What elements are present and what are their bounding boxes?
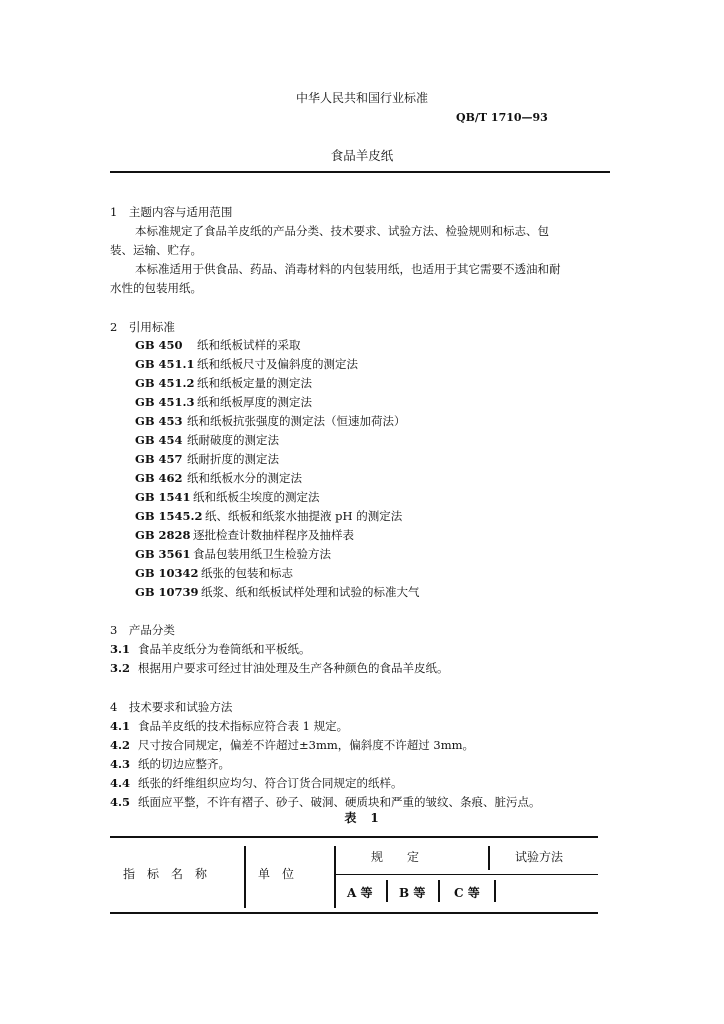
clause-item [110,759,230,771]
reference-code: GB 10342 [135,566,199,580]
reference-item [135,473,302,485]
unit-header: 单 位 [258,867,295,881]
reference-code: GB 457 [135,452,183,466]
reference-code: GB 454 [135,433,183,447]
reference-code: GB 451.1 [135,357,195,371]
table-column-divider [488,846,490,870]
reference-title: 食品包装用纸卫生检验方法 [193,547,331,561]
reference-code: GB 2828 [135,528,191,542]
clause-item [110,663,449,675]
clause-number: 4.4 [110,776,131,790]
reference-title: 纸耐折度的测定法 [187,452,279,466]
reference-title: 纸浆、纸和纸板试样处理和试验的标准大气 [201,585,420,599]
reference-item [135,340,301,352]
clause-item [110,644,311,656]
section-2-heading: 2 引用标准 [110,320,175,334]
clause-text: 纸面应平整，不许有褶子、砂子、破洞、硬质块和严重的皱纹、条痕、脏污点。 [138,795,541,809]
reference-item [135,454,279,466]
test-method-header: 试验方法 [515,850,564,864]
reference-title: 纸、纸板和纸浆水抽提液 pH 的测定法 [205,509,403,523]
reference-code: GB 462 [135,471,183,485]
table-header-split-rule [335,874,598,875]
document-title: 食品羊皮纸 [330,148,394,163]
reference-item [135,568,293,580]
reference-code: GB 451.3 [135,395,195,409]
specification-header: 规 定 [371,850,420,864]
section-4-heading: 4 技术要求和试验方法 [110,700,233,714]
reference-item [135,587,420,599]
reference-code: GB 1545.2 [135,509,203,523]
reference-item [135,378,312,390]
title-divider [110,171,610,173]
indicator-name-header: 指 标 名 称 [123,867,208,881]
section-1-heading: 1 主题内容与适用范围 [110,205,233,219]
reference-title: 纸耐破度的测定法 [187,433,279,447]
clause-number: 4.5 [110,795,131,809]
clause-number: 3.2 [110,661,131,675]
reference-code: GB 1541 [135,490,191,504]
table-column-divider [494,880,496,902]
reference-title: 纸和纸板试样的采取 [197,338,301,352]
clause-item [110,778,403,790]
table-caption: 表 1 [344,811,380,825]
grade-b-header: B 等 [399,886,426,900]
clause-item [110,740,474,752]
reference-code: GB 453 [135,414,183,428]
section-1-paragraph-1-line-1: 本标准规定了食品羊皮纸的产品分类、技术要求、试验方法、检验规则和标志、包 [135,224,549,238]
clause-text: 纸张的纤维组织应均匀、符合订货合同规定的纸样。 [138,776,403,790]
reference-item [135,530,354,542]
standard-category-heading: 中华人民共和国行业标准 [295,91,428,105]
reference-item [135,492,320,504]
reference-item [135,549,331,561]
clause-text: 食品羊皮纸分为卷筒纸和平板纸。 [138,642,311,656]
clause-text: 纸的切边应整齐。 [138,757,230,771]
reference-code: GB 450 [135,338,183,352]
reference-title: 纸和纸板尺寸及偏斜度的测定法 [197,357,358,371]
reference-title: 纸和纸板水分的测定法 [187,471,302,485]
reference-item [135,435,279,447]
table-column-divider [334,846,336,908]
reference-item [135,416,406,428]
reference-code: GB 10739 [135,585,199,599]
clause-number: 4.2 [110,738,131,752]
reference-title: 纸和纸板厚度的测定法 [197,395,312,409]
reference-title: 纸和纸板抗张强度的测定法（恒速加荷法） [187,414,406,428]
grade-a-header: A 等 [347,886,373,900]
section-1-paragraph-1-line-2: 装、运输、贮存。 [110,243,202,257]
reference-code: GB 451.2 [135,376,195,390]
clause-number: 3.1 [110,642,131,656]
reference-title: 纸和纸板尘埃度的测定法 [193,490,320,504]
table-top-rule [110,836,598,838]
reference-item [135,359,358,371]
reference-item [135,511,402,523]
reference-title: 逐批检查计数抽样程序及抽样表 [193,528,354,542]
clause-number: 4.3 [110,757,131,771]
table-header-bottom-rule [110,912,598,914]
clause-number: 4.1 [110,719,131,733]
reference-code: GB 3561 [135,547,191,561]
table-column-divider [244,846,246,908]
reference-item [135,397,312,409]
table-column-divider [386,880,388,902]
section-3-heading: 3 产品分类 [110,623,175,637]
section-1-paragraph-2-line-1: 本标准适用于供食品、药品、消毒材料的内包装用纸，也适用于其它需要不透油和耐 [135,262,561,276]
clause-text: 尺寸按合同规定，偏差不许超过±3mm，偏斜度不许超过 3mm。 [138,738,475,752]
clause-text: 食品羊皮纸的技术指标应符合表 1 规定。 [138,719,349,733]
clause-item [110,721,348,733]
table-column-divider [438,880,440,902]
clause-text: 根据用户要求可经过甘油处理及生产各种颜色的食品羊皮纸。 [138,661,449,675]
section-1-paragraph-2-line-2: 水性的包装用纸。 [110,281,202,295]
reference-title: 纸和纸板定量的测定法 [197,376,312,390]
reference-title: 纸张的包装和标志 [201,566,293,580]
clause-item [110,797,541,809]
standard-code: QB/T 1710—93 [456,111,548,124]
grade-c-header: C 等 [454,886,480,900]
